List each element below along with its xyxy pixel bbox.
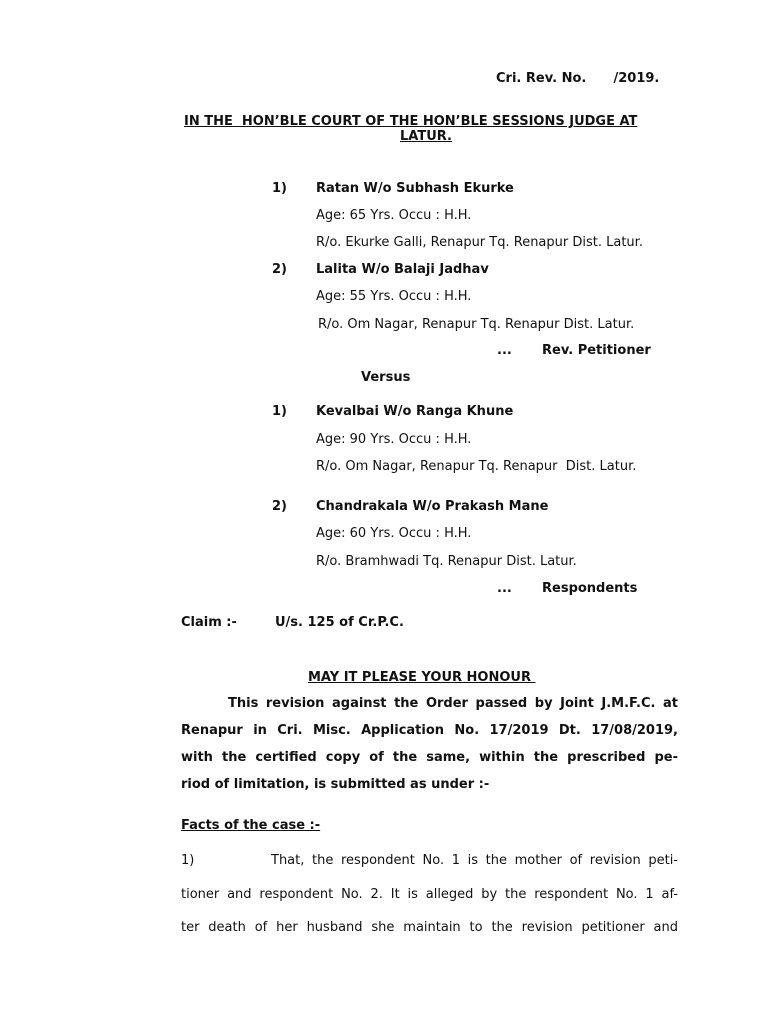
petitioner-1-age: Age: 65 Yrs. Occu : H.H. [316,208,472,223]
respondent-2-age: Age: 60 Yrs. Occu : H.H. [316,526,472,541]
petitioner-2-number: 2) [272,262,287,277]
respondent-role: Respondents [542,581,638,596]
respondent-2-number: 2) [272,499,287,514]
intro-line-4: riod of limitation, is submitted as under :- [181,777,490,792]
intro-line-2: Renapur in Cri. Misc. Application No. 17/2019 Dt. 17/08/2019, [181,723,678,738]
facts-line-3: ter death of her husband she maintain to the revision petitioner and [181,920,678,935]
intro-line-1: This revision against the Order passed by Joint J.M.F.C. at [228,696,678,711]
petitioner-role: Rev. Petitioner [542,343,651,358]
facts-line-1: That, the respondent No. 1 is the mother of revision peti- [271,853,678,868]
respondent-2-address: R/o. Bramhwadi Tq. Renapur Dist. Latur. [316,554,577,569]
claim-value: U/s. 125 of Cr.P.C. [275,615,404,630]
facts-heading: Facts of the case :- [181,818,321,833]
petitioner-2-address: R/o. Om Nagar, Renapur Tq. Renapur Dist. Latur. [318,317,635,332]
intro-line-3: with the certified copy of the same, within the prescribed pe- [181,750,678,765]
petitioner-1-address: R/o. Ekurke Galli, Renapur Tq. Renapur Dist. Latur. [316,235,643,250]
respondent-dots: ... [497,581,512,596]
respondent-2-name: Chandrakala W/o Prakash Mane [316,499,549,514]
respondent-1-name: Kevalbai W/o Ranga Khune [316,404,514,419]
facts-line-2: tioner and respondent No. 2. It is alleged by the respondent No. 1 af- [181,887,678,902]
petitioner-2-name: Lalita W/o Balaji Jadhav [316,262,489,277]
respondent-1-number: 1) [272,404,287,419]
versus-label: Versus [361,370,411,385]
petitioner-1-number: 1) [272,181,287,196]
court-heading-line1: IN THE HON’BLE COURT OF THE HON’BLE SESSIONS JUDGE AT [184,114,638,129]
case-number: Cri. Rev. No. /2019. [496,71,660,86]
claim-label: Claim :- [181,615,237,630]
respondent-1-age: Age: 90 Yrs. Occu : H.H. [316,432,472,447]
petitioner-1-name: Ratan W/o Subhash Ekurke [316,181,514,196]
petitioner-2-age: Age: 55 Yrs. Occu : H.H. [316,289,472,304]
court-heading-line2: LATUR. [400,129,452,144]
respondent-1-address: R/o. Om Nagar, Renapur Tq. Renapur Dist. Latur. [316,459,637,474]
petitioner-dots: ... [497,343,512,358]
facts-number: 1) [181,853,195,868]
address-heading: MAY IT PLEASE YOUR HONOUR [308,670,536,685]
